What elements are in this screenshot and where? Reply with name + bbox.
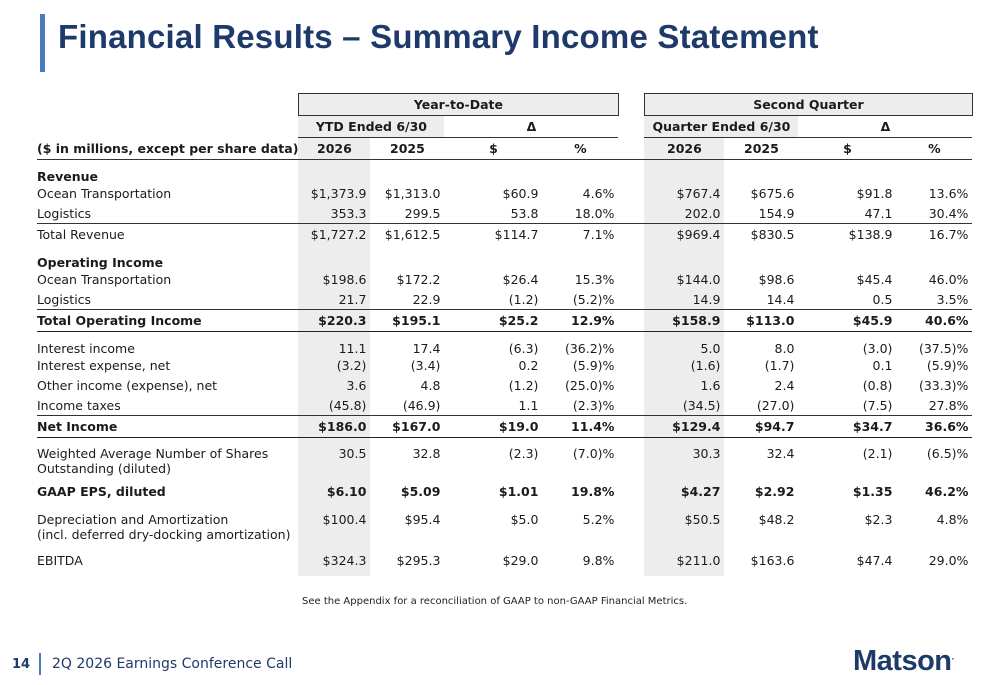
cell-value: (3.0) — [862, 340, 893, 356]
cell-value: (5.9)% — [926, 358, 969, 373]
cell-value: $45.4 — [856, 272, 893, 287]
cell-value: 21.7 — [298, 290, 370, 310]
table-row — [37, 376, 972, 396]
cell-value: $100.4 — [298, 506, 370, 546]
table-row — [37, 356, 972, 376]
cell-value: (36.2)% — [564, 340, 615, 356]
cell-value: (2.1) — [862, 446, 893, 461]
table-row — [37, 270, 972, 290]
cell-value — [298, 246, 370, 270]
cell-value: $91.8 — [856, 186, 893, 201]
row-label: Ocean Transportation — [37, 272, 172, 287]
cell-value: 11.1 — [298, 332, 370, 356]
cell-value — [370, 246, 444, 270]
cell-value: 14.9 — [644, 290, 724, 310]
cell-value: 27.8% — [928, 397, 969, 413]
cell-value: $6.10 — [298, 478, 370, 506]
header-quarter-ended: Quarter Ended 6/30 — [644, 116, 798, 138]
units-label: ($ in millions, except per share data) — [37, 138, 298, 160]
col-q-dollar: $ — [798, 138, 896, 160]
col-ytd-pct: % — [542, 138, 618, 160]
cell-value: 4.6% — [582, 186, 615, 201]
cell-value: $830.5 — [724, 224, 798, 246]
cell-value: $186.0 — [298, 416, 370, 438]
cell-value — [542, 246, 618, 270]
cell-value: 5.0 — [644, 332, 724, 356]
cell-value: (1.2) — [508, 291, 539, 307]
cell-value — [644, 246, 724, 270]
table-row — [37, 332, 972, 356]
cell-value: $1,612.5 — [370, 224, 444, 246]
cell-value: 32.8 — [412, 446, 441, 461]
cell-value — [798, 160, 896, 184]
cell-value — [644, 160, 724, 184]
row-label: Total Operating Income — [37, 310, 298, 332]
cell-value: 22.9 — [412, 291, 441, 307]
header-q-delta: Δ — [798, 116, 972, 138]
cell-value: 5.2% — [582, 511, 615, 527]
table-row — [37, 224, 972, 246]
cell-value: 30.5 — [298, 438, 370, 478]
header-ytd: Year-to-Date — [298, 94, 618, 116]
row-label — [37, 506, 298, 546]
row-label-line1: Depreciation and Amortization — [37, 511, 229, 527]
table-row — [37, 438, 972, 478]
header-second-quarter: Second Quarter — [644, 94, 972, 116]
cell-value: $113.0 — [724, 310, 798, 332]
cell-value: $1,373.9 — [298, 184, 370, 204]
cell-value — [724, 246, 798, 270]
row-label: Ocean Transportation — [37, 186, 172, 201]
cell-value: (5.9)% — [572, 358, 615, 373]
col-q-2025: 2025 — [724, 138, 798, 160]
cell-value: (45.8) — [298, 396, 370, 416]
cell-value: $2.3 — [864, 511, 893, 527]
cell-value: (1.2) — [508, 378, 539, 393]
cell-value: $114.7 — [444, 224, 542, 246]
footnote: See the Appendix for a reconciliation of GAAP to non-GAAP Financial Metrics. — [302, 596, 688, 607]
table-row — [37, 160, 972, 184]
cell-value — [798, 246, 896, 270]
cell-value: $675.6 — [750, 186, 795, 201]
cell-value: (0.8) — [862, 378, 893, 393]
page-title: Financial Results – Summary Income Statement — [58, 18, 819, 55]
row-label: Total Revenue — [37, 224, 298, 246]
cell-value: 3.6 — [298, 376, 370, 396]
row-label-line1: Weighted Average Number of Shares — [37, 446, 269, 461]
cell-value: $50.5 — [644, 506, 724, 546]
cell-value: $220.3 — [298, 310, 370, 332]
table-row — [37, 478, 972, 506]
row-label-line2: (incl. deferred dry-docking amortization) — [37, 526, 291, 542]
title-accent-bar — [40, 14, 45, 72]
cell-value — [298, 160, 370, 184]
cell-value: 30.4% — [928, 205, 969, 221]
cell-value: (3.4) — [410, 358, 441, 373]
cell-value: (1.6) — [644, 356, 724, 376]
cell-value — [444, 160, 542, 184]
cell-value: (6.5)% — [926, 446, 969, 461]
cell-value: 19.8% — [571, 484, 615, 499]
cell-value: 53.8 — [510, 205, 539, 221]
cell-value: 1.1 — [518, 397, 539, 413]
cell-value: 1.6 — [644, 376, 724, 396]
row-label — [37, 438, 298, 478]
table-row — [37, 396, 972, 416]
cell-value: $5.0 — [510, 511, 539, 527]
cell-value: $198.6 — [298, 270, 370, 290]
cell-value: $167.0 — [370, 416, 444, 438]
cell-value: $163.6 — [750, 553, 795, 568]
income-statement-table — [37, 93, 973, 576]
footer-event: 2Q 2026 Earnings Conference Call — [52, 656, 293, 672]
cell-value: $29.0 — [502, 553, 539, 568]
matson-logo — [853, 645, 954, 678]
cell-value — [724, 160, 798, 184]
cell-value: $95.4 — [404, 511, 441, 527]
cell-value: (5.2)% — [572, 291, 615, 307]
row-label: Other income (expense), net — [37, 378, 218, 393]
col-ytd-2026: 2026 — [298, 138, 370, 160]
row-label: Interest income — [37, 340, 135, 356]
cell-value: 15.3% — [574, 272, 615, 287]
row-label: Logistics — [37, 291, 92, 307]
cell-value: 47.1 — [864, 205, 893, 221]
cell-value: 0.1 — [872, 358, 893, 373]
cell-value: (46.9) — [402, 397, 441, 413]
cell-value: 29.0% — [928, 553, 969, 568]
cell-value — [370, 160, 444, 184]
row-label: Net Income — [37, 416, 298, 438]
cell-value: 46.0% — [928, 272, 969, 287]
cell-value: $1.01 — [498, 484, 539, 499]
cell-value: 7.1% — [542, 224, 618, 246]
cell-value: 30.3 — [644, 438, 724, 478]
cell-value: $94.7 — [724, 416, 798, 438]
cell-value: $19.0 — [444, 416, 542, 438]
col-ytd-dollar: $ — [444, 138, 542, 160]
cell-value: $129.4 — [644, 416, 724, 438]
cell-value: 46.2% — [925, 484, 969, 499]
row-label: EBITDA — [37, 553, 83, 568]
cell-value: $45.9 — [798, 310, 896, 332]
cell-value: 16.7% — [896, 224, 972, 246]
row-label: Operating Income — [37, 254, 164, 270]
cell-value: 17.4 — [412, 340, 441, 356]
cell-value: 40.6% — [896, 310, 972, 332]
row-label: Income taxes — [37, 397, 121, 413]
row-label: Revenue — [37, 168, 99, 184]
cell-value: 18.0% — [574, 205, 615, 221]
col-q-pct: % — [896, 138, 972, 160]
cell-value: $172.2 — [396, 272, 441, 287]
col-q-2026: 2026 — [644, 138, 724, 160]
cell-value: 2.4 — [774, 378, 795, 393]
cell-value: 0.5 — [872, 291, 893, 307]
cell-value: 0.2 — [518, 358, 539, 373]
table-row — [37, 290, 972, 310]
cell-value: (25.0)% — [564, 378, 615, 393]
cell-value: $5.09 — [400, 484, 441, 499]
cell-value: (34.5) — [644, 396, 724, 416]
cell-value: 11.4% — [542, 416, 618, 438]
cell-value: (7.5) — [862, 397, 893, 413]
cell-value: 13.6% — [928, 186, 969, 201]
cell-value: 3.5% — [936, 291, 969, 307]
table-row — [37, 546, 972, 576]
table-row — [37, 204, 972, 224]
cell-value: 202.0 — [644, 204, 724, 224]
cell-value: $25.2 — [444, 310, 542, 332]
cell-value: 9.8% — [582, 553, 615, 568]
table-row — [37, 246, 972, 270]
table-row — [37, 506, 972, 546]
row-label: Logistics — [37, 205, 92, 221]
cell-value — [444, 246, 542, 270]
cell-value: $60.9 — [502, 186, 539, 201]
cell-value: $138.9 — [798, 224, 896, 246]
cell-value: $1.35 — [852, 484, 893, 499]
cell-value: 36.6% — [896, 416, 972, 438]
cell-value: $144.0 — [644, 270, 724, 290]
cell-value: $195.1 — [370, 310, 444, 332]
cell-value: (3.2) — [298, 356, 370, 376]
cell-value: $34.7 — [798, 416, 896, 438]
cell-value: $969.4 — [644, 224, 724, 246]
cell-value: $295.3 — [396, 553, 441, 568]
header-ytd-ended: YTD Ended 6/30 — [298, 116, 444, 138]
row-label-line2: Outstanding (diluted) — [37, 461, 171, 476]
cell-value: $47.4 — [856, 553, 893, 568]
cell-value: (33.3)% — [918, 378, 969, 393]
table-row — [37, 310, 972, 332]
page-number: 14 — [12, 657, 31, 672]
row-label: GAAP EPS, diluted — [37, 484, 166, 499]
logo-mark: . — [951, 651, 954, 662]
cell-value: 4.8% — [936, 511, 969, 527]
cell-value: $26.4 — [502, 272, 539, 287]
cell-value: 32.4 — [766, 446, 795, 461]
cell-value: $1,727.2 — [298, 224, 370, 246]
cell-value: (1.7) — [764, 358, 795, 373]
cell-value: (6.3) — [508, 340, 539, 356]
footer-divider — [39, 653, 41, 675]
cell-value — [896, 160, 972, 184]
cell-value: (2.3) — [508, 446, 539, 461]
cell-value: 299.5 — [404, 205, 441, 221]
cell-value: (2.3)% — [572, 397, 615, 413]
cell-value: $1,313.0 — [384, 186, 441, 201]
cell-value: 154.9 — [758, 205, 795, 221]
cell-value — [896, 246, 972, 270]
row-label: Interest expense, net — [37, 358, 171, 373]
cell-value: $767.4 — [644, 184, 724, 204]
cell-value: $48.2 — [758, 511, 795, 527]
cell-value: $324.3 — [298, 546, 370, 576]
table-row — [37, 184, 972, 204]
cell-value: (7.0)% — [572, 446, 615, 461]
cell-value: 12.9% — [542, 310, 618, 332]
cell-value: 8.0 — [774, 340, 795, 356]
cell-value: 353.3 — [298, 204, 370, 224]
cell-value: $98.6 — [758, 272, 795, 287]
logo-text: Matson — [853, 645, 952, 677]
col-ytd-2025: 2025 — [370, 138, 444, 160]
header-ytd-delta: Δ — [444, 116, 618, 138]
cell-value — [542, 160, 618, 184]
cell-value: 4.8 — [420, 378, 441, 393]
cell-value: $158.9 — [644, 310, 724, 332]
cell-value: (27.0) — [756, 397, 795, 413]
cell-value: $211.0 — [644, 546, 724, 576]
cell-value: (37.5)% — [918, 340, 969, 356]
cell-value: $4.27 — [644, 478, 724, 506]
cell-value: $2.92 — [754, 484, 795, 499]
table-row — [37, 416, 972, 438]
cell-value: 14.4 — [766, 291, 795, 307]
